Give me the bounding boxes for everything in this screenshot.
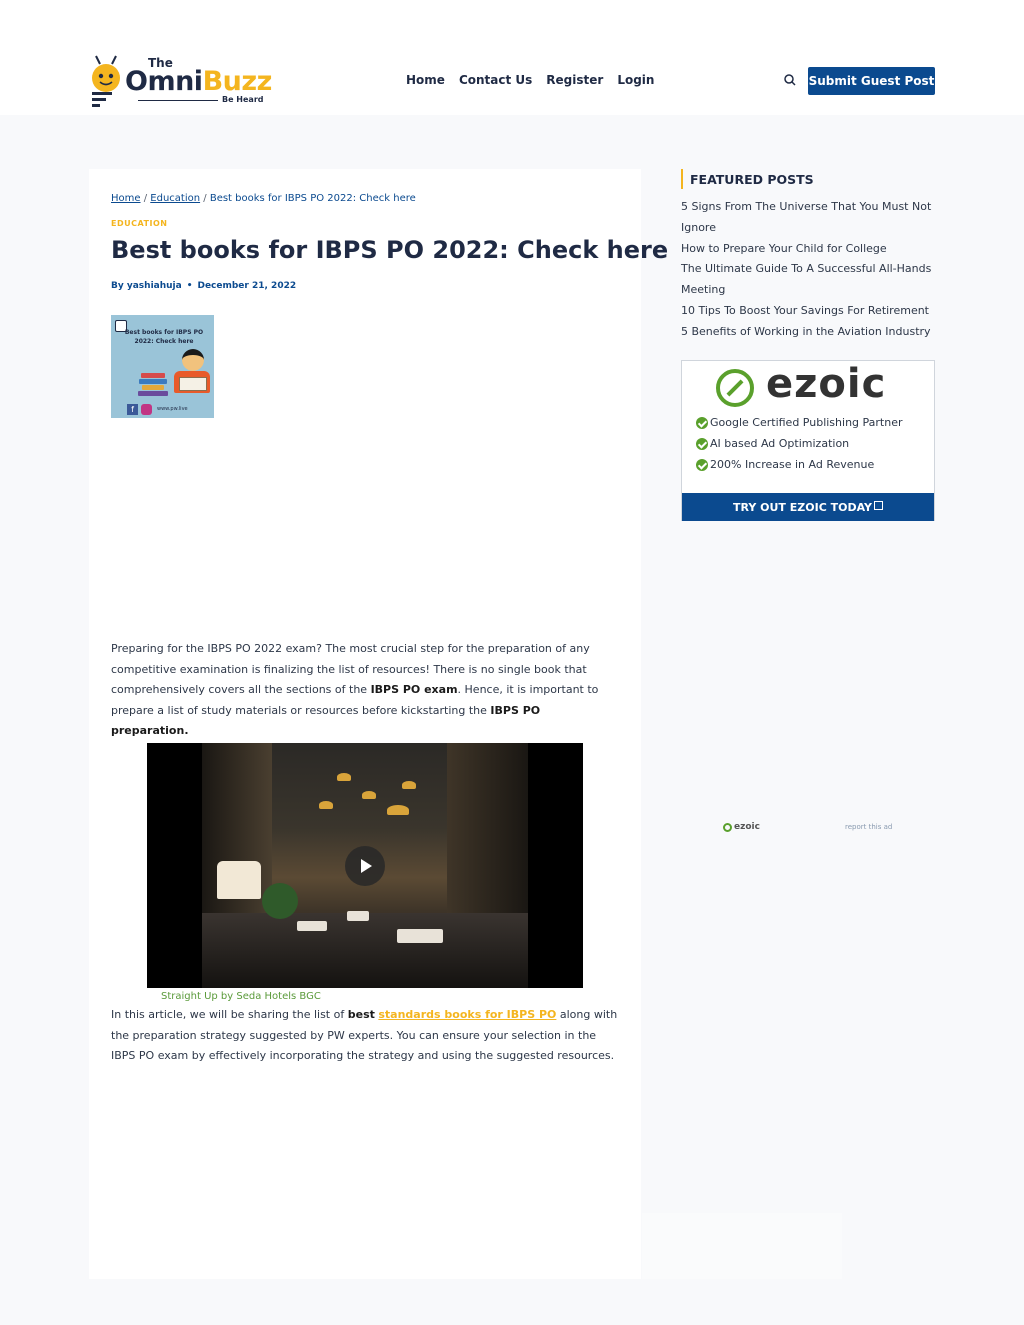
featured-post-link[interactable]: 5 Signs From The Universe That You Must Not Ignore	[681, 200, 932, 234]
ezoic-logo	[716, 361, 906, 411]
check-circle-icon	[696, 459, 708, 471]
body-paragraph	[111, 1005, 621, 1067]
table-shape	[347, 911, 369, 921]
feature-text: 200% Increase in Ad Revenue	[710, 457, 875, 471]
pendant-lamp-shape	[362, 791, 376, 799]
video-player[interactable]	[147, 743, 583, 988]
video-caption[interactable]: Straight Up by Seda Hotels BGC	[161, 991, 321, 1002]
report-ad-link[interactable]: report this ad	[845, 823, 893, 831]
featured-image	[111, 315, 214, 418]
meta-separator: •	[186, 281, 193, 291]
ezoic-wordmark: ezoic	[766, 361, 887, 407]
search-icon[interactable]	[782, 72, 798, 88]
featured-post-link[interactable]: 10 Tips To Boost Your Savings For Retirement	[681, 303, 929, 317]
thumbnail-site: www.pw.live	[157, 406, 188, 412]
pendant-lamp-shape	[387, 805, 409, 815]
logo-divider	[138, 100, 218, 101]
ezoic-small-wordmark: ezoic	[734, 822, 760, 832]
featured-post-link[interactable]: How to Prepare Your Child for College	[681, 241, 887, 255]
pendant-lamp-shape	[337, 773, 351, 781]
feature-text: AI based Ad Optimization	[710, 436, 850, 450]
feature-text: Google Certified Publishing Partner	[710, 416, 903, 429]
nav-register[interactable]: Register	[546, 73, 604, 87]
cta-label: TRY OUT EZOIC TODAY	[732, 500, 873, 514]
submit-guest-post-button[interactable]: Submit Guest Post	[808, 67, 935, 95]
play-button[interactable]	[345, 846, 385, 886]
breadcrumb-separator: /	[203, 193, 210, 204]
nav-home[interactable]: Home	[406, 73, 445, 87]
thumbnail-heading: Best books for IBPS PO 2022: Check here	[124, 329, 204, 345]
ad-ezoic-logo[interactable]	[723, 822, 760, 832]
ezoic-feature	[696, 413, 903, 434]
logo-omni: Omni	[125, 66, 203, 97]
floor-lamp-shape	[217, 861, 261, 899]
post-author[interactable]: By yashiahuja	[111, 281, 182, 291]
breadcrumb-home[interactable]: Home	[111, 193, 141, 204]
featured-posts-list	[681, 197, 941, 343]
sidebar-title-accent	[681, 169, 683, 189]
video-floor	[202, 913, 528, 988]
check-circle-icon	[696, 417, 708, 429]
bee-icon	[88, 54, 128, 110]
logo-buzz: Buzz	[202, 66, 272, 97]
post-meta	[111, 281, 296, 291]
breadcrumb-current: Best books for IBPS PO 2022: Check here	[209, 193, 416, 204]
check-circle-icon	[696, 438, 708, 450]
instagram-icon	[141, 404, 152, 415]
book-stack-icon	[142, 385, 164, 390]
intro-paragraph	[111, 639, 621, 742]
ezoic-feature	[696, 455, 903, 476]
paragraph-text: along with the preparation strategy suggested by PW experts. You can ensure your selection in the IBPS PO exam by effectively incorporating the strategy and using the suggested resources.	[111, 1008, 618, 1063]
table-shape	[397, 929, 443, 943]
site-logo[interactable]	[88, 54, 273, 110]
featured-post-link[interactable]: The Ultimate Guide To A Successful All-Hands Meeting	[681, 262, 932, 297]
open-book-icon	[179, 377, 207, 391]
plant-shape	[262, 883, 298, 919]
pendant-lamp-shape	[402, 781, 416, 789]
article	[89, 169, 669, 1279]
bold-text: best	[347, 1008, 375, 1021]
featured-post-link[interactable]: 5 Benefits of Working in the Aviation Industry	[681, 324, 931, 338]
ezoic-features	[696, 413, 903, 475]
ezoic-promo	[681, 360, 935, 521]
table-shape	[297, 921, 327, 931]
child-illustration-icon	[182, 349, 204, 371]
post-date[interactable]: December 21, 2022	[197, 281, 297, 291]
pendant-lamp-shape	[319, 801, 333, 809]
logo-wordmark	[125, 66, 272, 97]
site-header	[0, 0, 1024, 115]
ezoic-logo-icon	[716, 369, 754, 407]
breadcrumb	[111, 193, 416, 204]
ad-placeholder	[642, 1213, 842, 1279]
nav-login[interactable]: Login	[617, 73, 655, 87]
breadcrumb-education[interactable]: Education	[150, 193, 201, 204]
external-link-icon	[874, 501, 883, 510]
paragraph-text: . Hence, it is important to prepare a list of study materials or resources before kickstarting the	[111, 683, 599, 717]
featured-posts-title: FEATURED POSTS	[690, 172, 814, 187]
bold-text: IBPS PO exam	[370, 683, 458, 697]
breadcrumb-separator: /	[143, 193, 151, 204]
nav-contact-us[interactable]: Contact Us	[458, 73, 533, 87]
category-label[interactable]: EDUCATION	[111, 219, 168, 228]
book-stack-icon	[138, 391, 168, 396]
try-ezoic-button[interactable]	[682, 493, 934, 521]
paragraph-text: In this article, we will be sharing the list of	[111, 1008, 348, 1021]
main-nav	[406, 73, 654, 87]
book-stack-icon	[139, 379, 167, 384]
logo-tagline: Be Heard	[222, 95, 264, 104]
facebook-icon: f	[127, 404, 138, 415]
standards-books-link[interactable]: standards books for IBPS PO	[378, 1008, 557, 1021]
ezoic-feature	[696, 434, 903, 455]
bold-text: IBPS PO preparation.	[111, 703, 541, 738]
logo-the: The	[148, 56, 173, 70]
ezoic-small-icon	[723, 823, 732, 832]
page-title: Best books for IBPS PO 2022: Check here	[111, 236, 669, 264]
paragraph-text: Preparing for the IBPS PO 2022 exam? The most crucial step for the preparation of any competitive examination is finalizing the list of resources! There is no single book that comprehensively covers all the sections of the	[111, 642, 590, 697]
book-stack-icon	[141, 373, 165, 378]
